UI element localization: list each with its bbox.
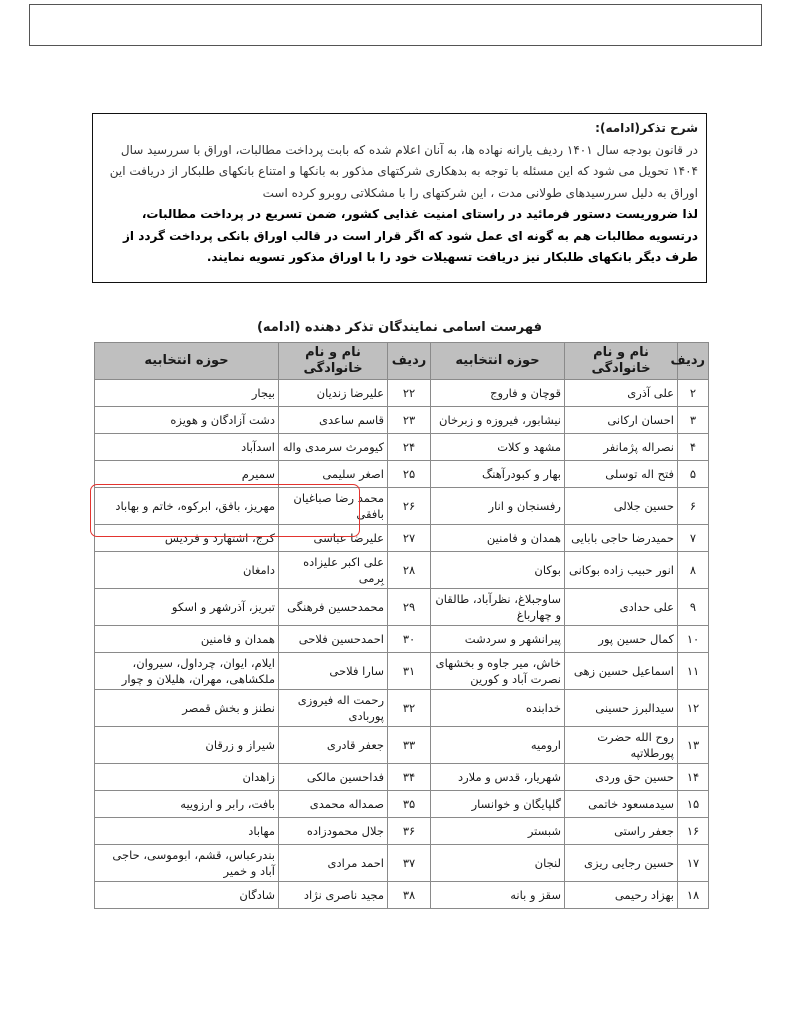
cell-name-2: صمداله محمدی — [279, 791, 388, 818]
cell-row-number-2: ۲۲ — [388, 380, 431, 407]
note-heading: شرح تذکر(ادامه): — [595, 121, 698, 135]
cell-name-2: رحمت اله فیروزی پوربادی — [279, 690, 388, 727]
note-text: در قانون بودجه سال ۱۴۰۱ ردیف یارانه نهاده ها، به آنان اعلام شده که بابت پرداخت مطالبات، اوراق با سررسید سال ۱۴۰۴ تحویل می شود که این مسئله با توجه به بدهکاری شرکتهای مذکور به بانکها و امتناع بانکهای طلبکار از دریافت این اوراق به دلیل سررسیدهای طولانی مدت ، این شرکتهای را با مشکلاتی روبرو کرده است — [109, 142, 698, 200]
cell-row-number-1: ۵ — [678, 461, 709, 488]
cell-constituency-1: رفسنجان و انار — [431, 488, 565, 525]
cell-row-number-2: ۲۸ — [388, 552, 431, 589]
cell-row-number-1: ۱۳ — [678, 727, 709, 764]
cell-constituency-2: همدان و فامنین — [95, 626, 279, 653]
cell-row-number-2: ۳۳ — [388, 727, 431, 764]
cell-constituency-2: کرج، اشتهارد و فردیس — [95, 525, 279, 552]
table-row — [95, 653, 709, 690]
cell-row-number-1: ۳ — [678, 407, 709, 434]
note-request-text: لذا ضروریست دستور فرمائید در راستای امنیت غذایی کشور، ضمن تسریع در پرداخت مطالبات، درتسویه مطالبات هم به گونه ای عمل شود که اگر قرار است در قالب اوراق بانکی پرداخت گردد از طرف دیگر بانکهای طلبکار نیز دریافت تسهیلات خود را با اوراق مذکور تسویه نمایند. — [123, 207, 698, 264]
cell-name-1: جعفر راستی — [565, 818, 678, 845]
cell-name-2: محمدحسین فرهنگی — [279, 589, 388, 626]
cell-name-2: احمد مرادی — [279, 845, 388, 882]
cell-row-number-2: ۲۳ — [388, 407, 431, 434]
cell-name-2: محمد رضا صباغیان بافقی — [279, 488, 388, 525]
table-row — [95, 434, 709, 461]
cell-constituency-1: ارومیه — [431, 727, 565, 764]
cell-row-number-1: ۸ — [678, 552, 709, 589]
cell-constituency-2: بافت، رابر و ارزوییه — [95, 791, 279, 818]
cell-row-number-2: ۳۸ — [388, 882, 431, 909]
cell-name-1: انور حبیب زاده بوکانی — [565, 552, 678, 589]
cell-name-2: کیومرث سرمدی واله — [279, 434, 388, 461]
cell-row-number-1: ۷ — [678, 525, 709, 552]
cell-constituency-1: شبستر — [431, 818, 565, 845]
cell-constituency-2: بندرعباس، قشم، ابوموسی، حاجی آباد و خمیر — [95, 845, 279, 882]
cell-constituency-2: دامغان — [95, 552, 279, 589]
cell-constituency-1: بهار و کبودرآهنگ — [431, 461, 565, 488]
cell-name-2: قاسم ساعدی — [279, 407, 388, 434]
cell-name-2: مجید ناصری نژاد — [279, 882, 388, 909]
table-row — [95, 589, 709, 626]
table-row — [95, 882, 709, 909]
cell-row-number-2: ۳۷ — [388, 845, 431, 882]
cell-name-2: علی اکبر علیزاده بِرمی — [279, 552, 388, 589]
cell-constituency-2: مهاباد — [95, 818, 279, 845]
cell-row-number-2: ۲۷ — [388, 525, 431, 552]
cell-constituency-1: قوچان و فاروج — [431, 380, 565, 407]
cell-constituency-2: زاهدان — [95, 764, 279, 791]
cell-row-number-1: ۱۲ — [678, 690, 709, 727]
table-row — [95, 552, 709, 589]
cell-constituency-2: سمیرم — [95, 461, 279, 488]
cell-constituency-1: شهریار، قدس و ملارد — [431, 764, 565, 791]
cell-row-number-1: ۱۸ — [678, 882, 709, 909]
cell-constituency-1: نیشابور، فیروزه و زبرخان — [431, 407, 565, 434]
representatives-table — [94, 342, 709, 909]
cell-name-2: علیرضا عباسی — [279, 525, 388, 552]
cell-row-number-2: ۳۲ — [388, 690, 431, 727]
cell-constituency-1: خاش، میر جاوه و بخشهای نصرت آباد و کورین — [431, 653, 565, 690]
cell-name-1: سیدالبرز حسینی — [565, 690, 678, 727]
cell-row-number-1: ۱۱ — [678, 653, 709, 690]
cell-row-number-1: ۹ — [678, 589, 709, 626]
cell-name-1: نصراله پژمانفر — [565, 434, 678, 461]
cell-row-number-2: ۳۶ — [388, 818, 431, 845]
header-name-2: نام و نام خانوادگی — [279, 343, 388, 380]
cell-constituency-2: شیراز و زرقان — [95, 727, 279, 764]
note-box — [92, 113, 707, 283]
cell-row-number-1: ۱۵ — [678, 791, 709, 818]
cell-name-1: فتح اله توسلی — [565, 461, 678, 488]
cell-constituency-2: بیجار — [95, 380, 279, 407]
cell-name-2: فداحسین مالکی — [279, 764, 388, 791]
table-row — [95, 727, 709, 764]
table-row — [95, 626, 709, 653]
cell-name-2: سارا فلاحی — [279, 653, 388, 690]
table-row — [95, 791, 709, 818]
cell-constituency-2: اسدآباد — [95, 434, 279, 461]
cell-row-number-1: ۶ — [678, 488, 709, 525]
cell-constituency-1: ساوجبلاغ، نظرآباد، طالقان و چهارباغ — [431, 589, 565, 626]
cell-constituency-2: شادگان — [95, 882, 279, 909]
cell-constituency-2: مهریز، بافق، ابرکوه، خاتم و بهاباد — [95, 488, 279, 525]
cell-name-1: سیدمسعود خاتمی — [565, 791, 678, 818]
header-row-number-1: ردیف — [678, 343, 709, 380]
cell-name-1: علی حدادی — [565, 589, 678, 626]
cell-row-number-2: ۳۵ — [388, 791, 431, 818]
cell-constituency-1: پیرانشهر و سردشت — [431, 626, 565, 653]
table-title: فهرست اسامی نمایندگان تذکر دهنده (ادامه) — [256, 320, 542, 335]
table-row — [95, 461, 709, 488]
cell-constituency-2: نطنز و بخش قمصر — [95, 690, 279, 727]
cell-row-number-1: ۱۰ — [678, 626, 709, 653]
header-row-number-2: ردیف — [388, 343, 431, 380]
table-row — [95, 380, 709, 407]
table-row — [95, 488, 709, 525]
cell-name-2: احمدحسین فلاحی — [279, 626, 388, 653]
cell-row-number-2: ۲۴ — [388, 434, 431, 461]
cell-constituency-2: دشت آزادگان و هویزه — [95, 407, 279, 434]
cell-name-1: کمال حسین پور — [565, 626, 678, 653]
cell-constituency-1: همدان و فامنین — [431, 525, 565, 552]
cell-name-2: جعفر قادری — [279, 727, 388, 764]
cell-constituency-1: مشهد و کلات — [431, 434, 565, 461]
cell-constituency-1: بوکان — [431, 552, 565, 589]
cell-row-number-1: ۲ — [678, 380, 709, 407]
table-row — [95, 845, 709, 882]
header-constituency-1: حوزه انتخابیه — [431, 343, 565, 380]
cell-row-number-2: ۳۰ — [388, 626, 431, 653]
cell-constituency-1: سقز و بانه — [431, 882, 565, 909]
cell-constituency-1: گلپایگان و خوانسار — [431, 791, 565, 818]
cell-constituency-2: تبریز، آذرشهر و اسکو — [95, 589, 279, 626]
cell-name-1: روح الله حضرت پورطلاتپه — [565, 727, 678, 764]
header-box — [29, 4, 762, 46]
cell-name-2: اصغر سلیمی — [279, 461, 388, 488]
header-constituency-2: حوزه انتخابیه — [95, 343, 279, 380]
cell-name-1: حسین حق وردی — [565, 764, 678, 791]
cell-row-number-1: ۴ — [678, 434, 709, 461]
table-row — [95, 525, 709, 552]
cell-constituency-1: لنجان — [431, 845, 565, 882]
cell-constituency-2: ایلام، ایوان، چرداول، سیروان، ملکشاهی، مهران، هلیلان و چوار — [95, 653, 279, 690]
table-row — [95, 407, 709, 434]
cell-name-1: حسین رجایی ریزی — [565, 845, 678, 882]
cell-row-number-1: ۱۶ — [678, 818, 709, 845]
cell-row-number-2: ۲۹ — [388, 589, 431, 626]
cell-name-1: علی آذری — [565, 380, 678, 407]
cell-row-number-1: ۱۴ — [678, 764, 709, 791]
cell-name-2: علیرضا زندیان — [279, 380, 388, 407]
cell-constituency-1: خدابنده — [431, 690, 565, 727]
cell-row-number-2: ۲۵ — [388, 461, 431, 488]
cell-name-1: بهزاد رحیمی — [565, 882, 678, 909]
cell-name-1: احسان ارکانی — [565, 407, 678, 434]
table-row — [95, 764, 709, 791]
cell-row-number-2: ۳۱ — [388, 653, 431, 690]
cell-row-number-2: ۳۴ — [388, 764, 431, 791]
table-header-row — [95, 343, 709, 380]
header-name-1: نام و نام خانوادگی — [565, 343, 678, 380]
cell-name-1: اسماعیل حسین زهی — [565, 653, 678, 690]
table-row — [95, 690, 709, 727]
table-row — [95, 818, 709, 845]
cell-row-number-1: ۱۷ — [678, 845, 709, 882]
cell-name-1: حمیدرضا حاجی بابایی — [565, 525, 678, 552]
cell-row-number-2: ۲۶ — [388, 488, 431, 525]
cell-name-2: جلال محمودزاده — [279, 818, 388, 845]
cell-name-1: حسین جلالی — [565, 488, 678, 525]
